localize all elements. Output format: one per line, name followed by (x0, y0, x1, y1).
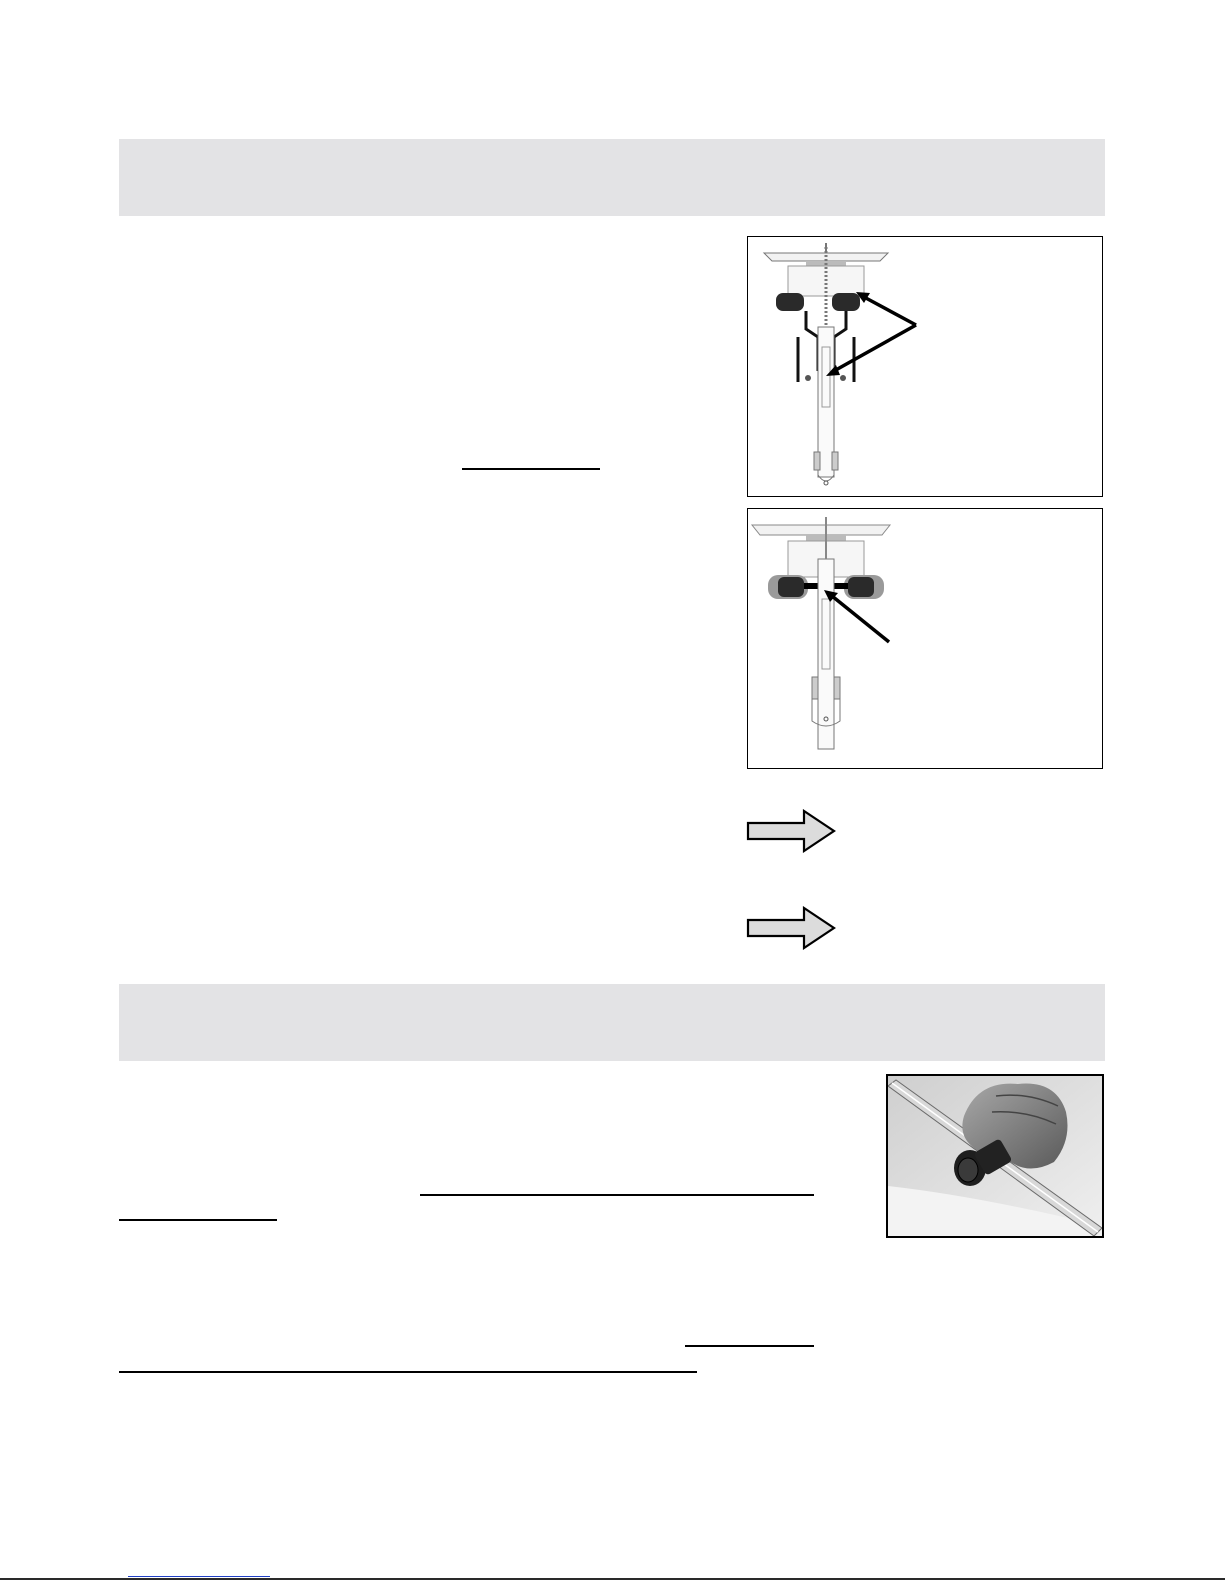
underlined-text-rule (119, 1219, 277, 1221)
section-1-header-band (119, 139, 1105, 216)
footer-link-underline[interactable] (128, 1576, 270, 1577)
figure-2-diagram (747, 508, 1103, 769)
right-arrow-icon (746, 906, 838, 950)
right-arrow-icon (746, 809, 838, 853)
figure-3-photo (886, 1074, 1104, 1238)
underlined-text-rule (420, 1194, 814, 1196)
underlined-text-rule (462, 468, 600, 470)
footer-rule (0, 1578, 1225, 1580)
underlined-text-rule (119, 1371, 697, 1373)
underlined-text-rule (685, 1345, 814, 1347)
section-2-header-band (119, 984, 1105, 1061)
figure-1-diagram (747, 236, 1103, 497)
